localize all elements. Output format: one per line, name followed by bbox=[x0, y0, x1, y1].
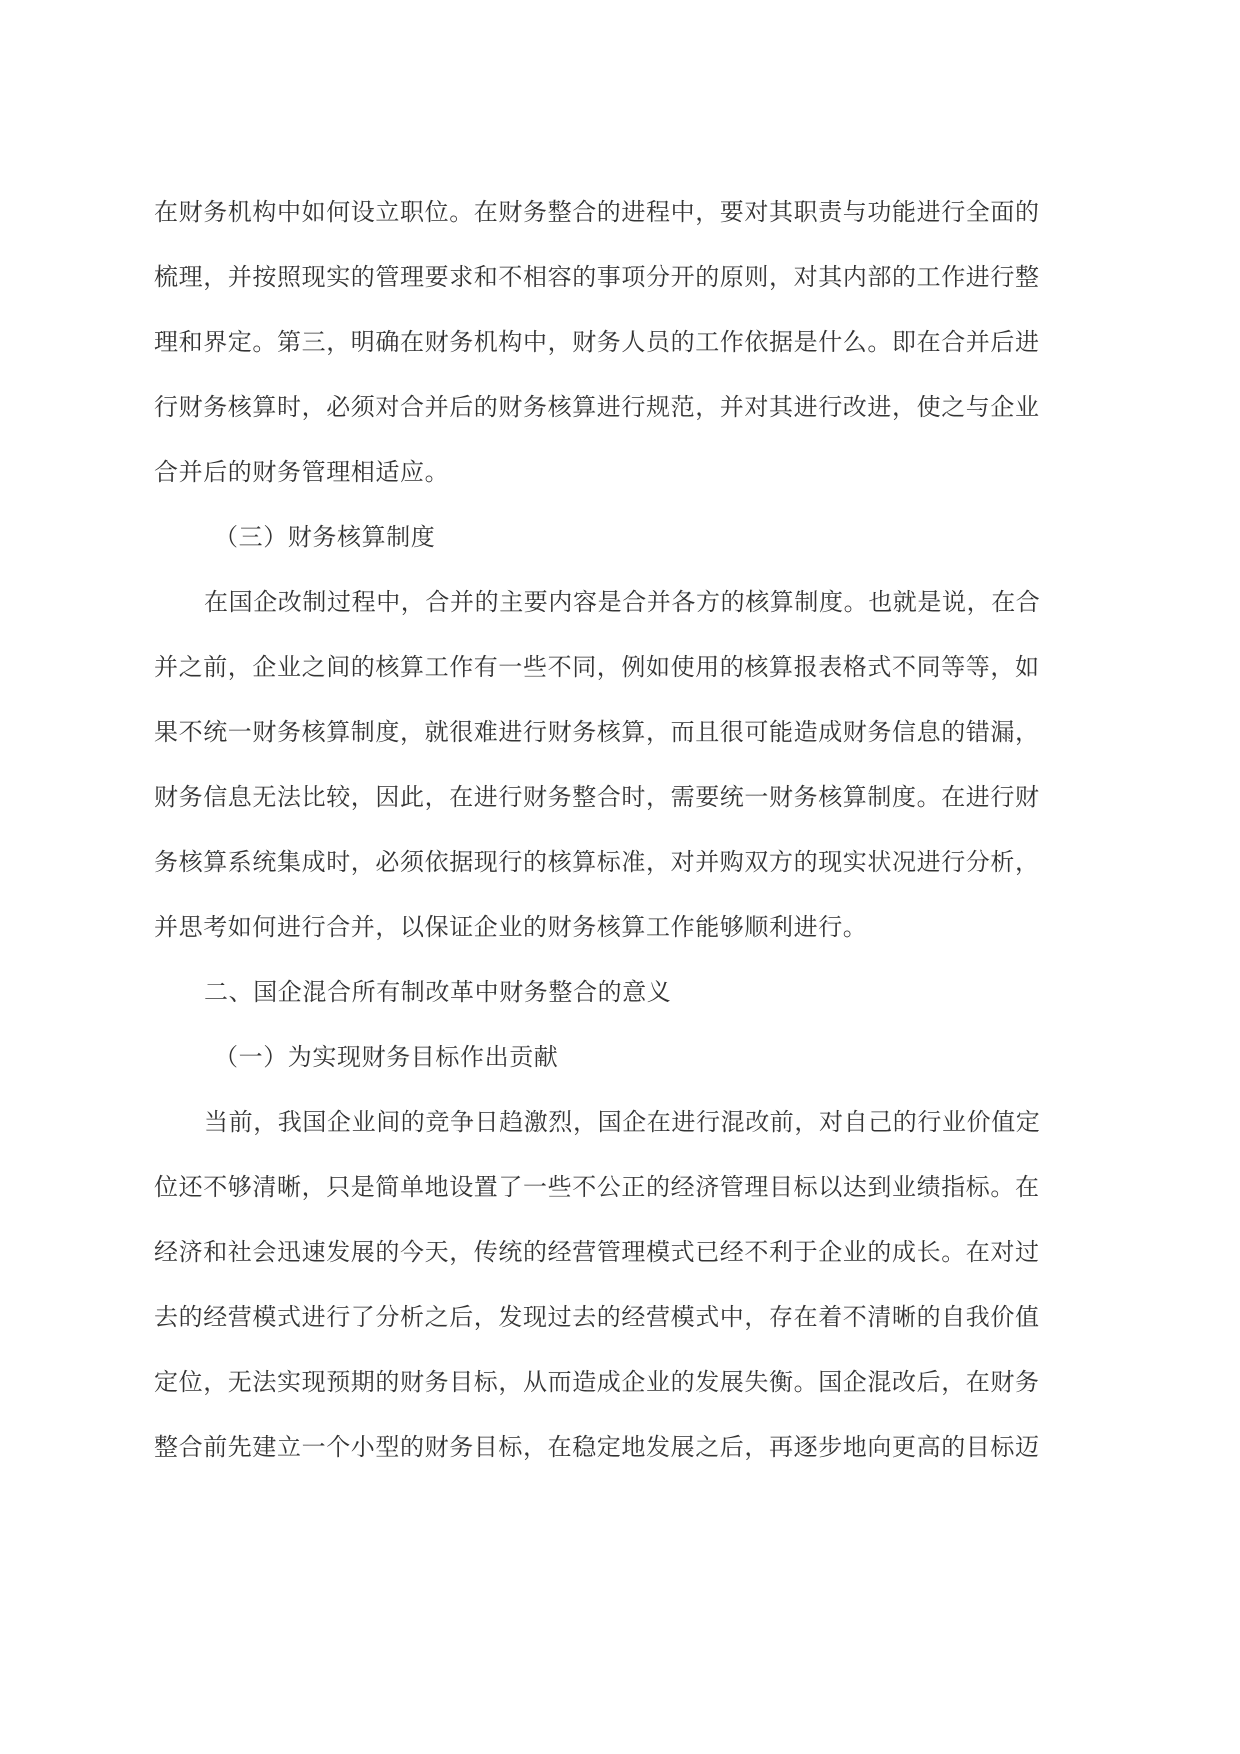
section-heading-2: 二、国企混合所有制改革中财务整合的意义 bbox=[204, 978, 672, 1006]
paragraph-line: 去的经营模式进行了分析之后，发现过去的经营模式中，存在着不清晰的自我价值 bbox=[154, 1303, 1040, 1331]
section-heading-1: （一）为实现财务目标作出贡献 bbox=[214, 1043, 559, 1071]
paragraph-line: 在财务机构中如何设立职位。在财务整合的进程中，要对其职责与功能进行全面的 bbox=[154, 198, 1040, 226]
paragraph-line: 财务信息无法比较，因此，在进行财务整合时，需要统一财务核算制度。在进行财 bbox=[154, 783, 1040, 811]
paragraph-line: 合并后的财务管理相适应。 bbox=[154, 458, 450, 486]
paragraph-line: 务核算系统集成时，必须依据现行的核算标准，对并购双方的现实状况进行分析， bbox=[154, 848, 1040, 876]
paragraph-line: 位还不够清晰，只是简单地设置了一些不公正的经济管理目标以达到业绩指标。在 bbox=[154, 1173, 1040, 1201]
paragraph-line: 整合前先建立一个小型的财务目标，在稳定地发展之后，再逐步地向更高的目标迈 bbox=[154, 1433, 1040, 1461]
paragraph-line: 当前，我国企业间的竞争日趋激烈，国企在进行混改前，对自己的行业价值定 bbox=[204, 1108, 1041, 1136]
paragraph-line: 并思考如何进行合并，以保证企业的财务核算工作能够顺利进行。 bbox=[154, 913, 868, 941]
paragraph-line: 果不统一财务核算制度，就很难进行财务核算，而且很可能造成财务信息的错漏， bbox=[154, 718, 1040, 746]
paragraph-line: 在国企改制过程中，合并的主要内容是合并各方的核算制度。也就是说，在合 bbox=[204, 588, 1041, 616]
section-heading-3: （三）财务核算制度 bbox=[214, 523, 436, 551]
paragraph-line: 定位，无法实现预期的财务目标，从而造成企业的发展失衡。国企混改后，在财务 bbox=[154, 1368, 1040, 1396]
paragraph-line: 经济和社会迅速发展的今天，传统的经营管理模式已经不利于企业的成长。在对过 bbox=[154, 1238, 1040, 1266]
paragraph-line: 行财务核算时，必须对合并后的财务核算进行规范，并对其进行改进，使之与企业 bbox=[154, 393, 1040, 421]
document-body bbox=[154, 190, 1060, 1490]
paragraph-line: 梳理，并按照现实的管理要求和不相容的事项分开的原则，对其内部的工作进行整 bbox=[154, 263, 1040, 291]
paragraph-line: 并之前，企业之间的核算工作有一些不同，例如使用的核算报表格式不同等等，如 bbox=[154, 653, 1040, 681]
paragraph-line: 理和界定。第三，明确在财务机构中，财务人员的工作依据是什么。即在合并后进 bbox=[154, 328, 1040, 356]
